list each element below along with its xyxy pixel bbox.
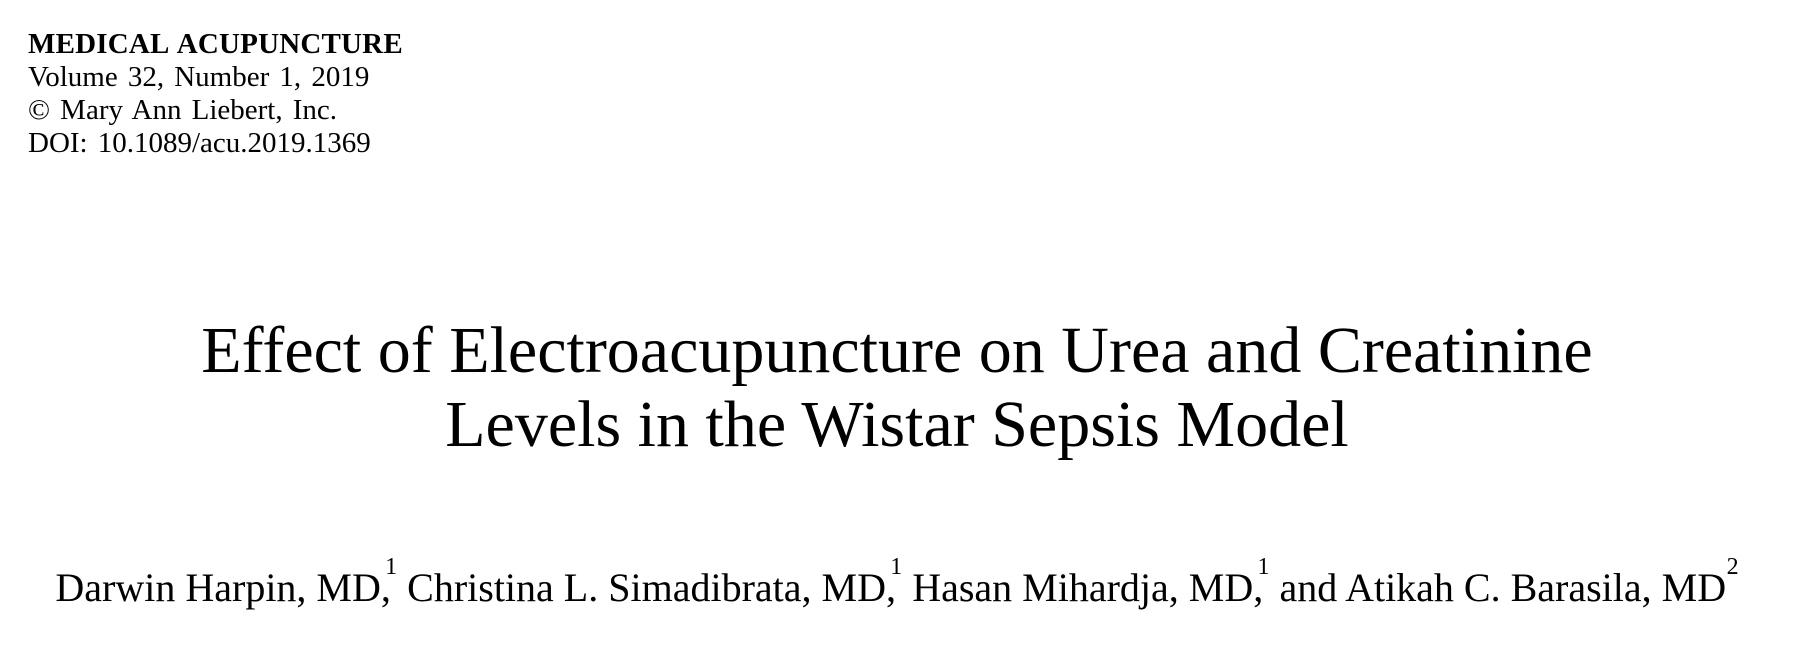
- journal-volume-line: Volume 32, Number 1, 2019: [28, 61, 370, 93]
- author-separator: and: [1269, 565, 1346, 610]
- author-affiliation-mark: 2: [1726, 554, 1739, 581]
- journal-header-block: [28, 28, 403, 160]
- author-1: [397, 554, 903, 610]
- author-name: Hasan Mihardja, MD,: [912, 565, 1264, 610]
- journal-copyright-line: © Mary Ann Liebert, Inc.: [28, 94, 338, 126]
- author-2: [902, 554, 1270, 610]
- author-separator: [397, 565, 407, 610]
- author-name: Atikah C. Barasila, MD: [1345, 565, 1727, 610]
- journal-name: MEDICAL ACUPUNCTURE: [28, 28, 403, 60]
- article-title: [0, 314, 1794, 462]
- author-separator: [902, 565, 912, 610]
- author-affiliation-mark: 1: [1257, 554, 1270, 581]
- article-title-line-2: Levels in the Wistar Sepsis Model: [445, 388, 1349, 461]
- author-3: [1269, 554, 1739, 610]
- journal-doi-line: DOI: 10.1089/acu.2019.1369: [28, 127, 371, 159]
- article-title-line-1: Effect of Electroacupuncture on Urea and Creatinine: [201, 314, 1593, 387]
- author-name: Darwin Harpin, MD,: [55, 565, 391, 610]
- author-affiliation-mark: 1: [385, 554, 398, 581]
- author-affiliation-mark: 1: [890, 554, 903, 581]
- authors-line: [0, 554, 1794, 611]
- author-0: [55, 554, 398, 610]
- author-name: Christina L. Simadibrata, MD,: [407, 565, 896, 610]
